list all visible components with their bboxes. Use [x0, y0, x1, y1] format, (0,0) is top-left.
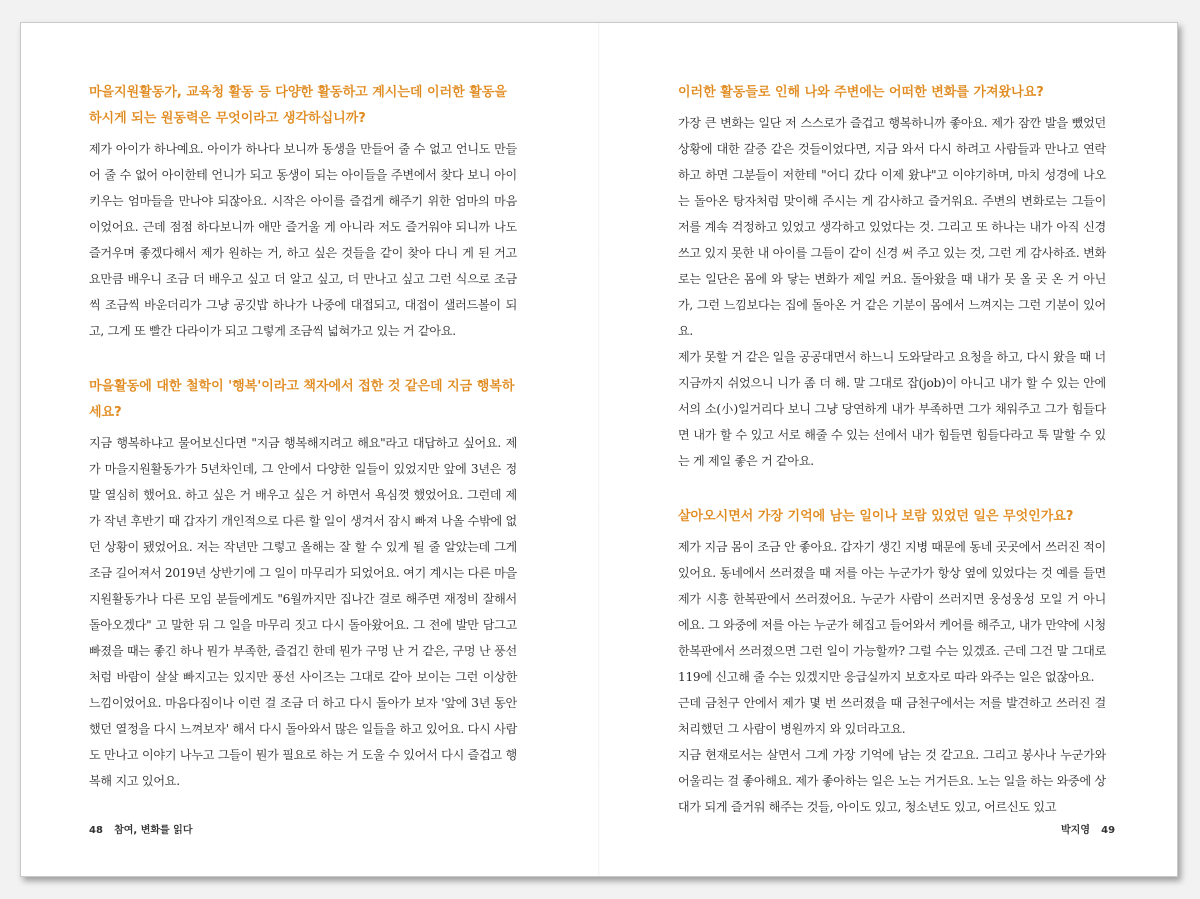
page-number: 48 — [89, 825, 103, 836]
author-name: 박지영 — [1061, 825, 1090, 836]
interview-section — [678, 80, 1106, 474]
question-heading: 이러한 활동들로 인해 나와 주변에는 어떠한 변화를 가져왔나요? — [678, 85, 1044, 100]
interview-section — [678, 504, 1106, 820]
interview-section — [89, 374, 517, 794]
left-page-footer — [89, 821, 193, 836]
running-title: 참여, 변화를 읽다 — [114, 825, 193, 836]
question-heading: 마을활동에 대한 철학이 '행복'이라고 책자에서 접한 것 같은데 지금 행복하세요? — [89, 379, 515, 420]
question-heading: 마을지원활동가, 교육청 활동 등 다양한 활동하고 계시는데 이러한 활동을 하시게 되는 원동력은 무엇이라고 생각하십니까? — [89, 85, 507, 126]
answer-body — [89, 430, 517, 794]
answer-body — [678, 110, 1106, 474]
answer-paragraph: 제가 못할 거 같은 일을 공공대면서 하느니 도와달라고 요청을 하고, 다시 왔을 때 너 지금까지 쉬었으니 니가 좀 더 해. 말 그대로 잡(job)이 아니고 내가 할 수 있는 안에서의 소(小)일거리다 보니 그냥 당연하게 내가 부족하면 그가 채워주고 그가 힘들다면 내가 할 수 있고 서로 해줄 수 있는 선에서 내가 힘들면 힘들다라고 툭 말할 수 있는 게 제일 좋은 거 같아요. — [678, 350, 1106, 468]
right-page — [678, 80, 1106, 850]
book-spread — [20, 22, 1178, 877]
question-heading: 살아오시면서 가장 기억에 남는 일이나 보람 있었던 일은 무엇인가요? — [678, 509, 1074, 524]
book-gutter — [598, 23, 600, 876]
answer-paragraph: 지금 현재로서는 살면서 그게 가장 기억에 남는 것 같고요. 그리고 봉사나 누군가와 어울리는 걸 좋아해요. 제가 좋아하는 일은 노는 거거든요. 노는 일을 하는 와중에 상대가 되게 즐거워 해주는 것들, 아이도 있고, 청소년도 있고, 어르신도 있고 — [678, 748, 1106, 814]
answer-paragraph: 제가 아이가 하나예요. 아이가 하나다 보니까 동생을 만들어 줄 수 없고 언니도 만들어 줄 수 없어 아이한테 언니가 되고 동생이 되는 아이들을 주변에서 찾다 보니 아이 키우는 엄마들을 만나야 되잖아요. 시작은 아이를 즐겁게 해주기 위한 엄마의 마음이었어요. 근데 점점 하다보니까 애만 즐거울 게 아니라 저도 즐거워야 되니까 나도 즐거우며 좋겠다해서 제가 원하는 거, 하고 싶은 것들을 같이 찾아 다니 게 된 거고 요만큼 배우니 조금 더 배우고 싶고 더 알고 싶고, 더 만나고 싶고 그런 식으로 조금씩 조금씩 바운더리가 그냥 공깃밥 하나가 나중에 대접되고, 대접이 샐러드볼이 되고, 그게 또 빨간 다라이가 되고 그렇게 조금씩 넓혀가고 있는 거 같아요. — [89, 142, 517, 338]
interview-section — [89, 80, 517, 344]
left-page — [89, 80, 517, 824]
right-page-footer — [1061, 821, 1115, 836]
page-number: 49 — [1101, 825, 1116, 836]
answer-paragraph: 가장 큰 변화는 일단 저 스스로가 즐겁고 행복하니까 좋아요. 제가 잠깐 발을 뺐었던 상황에 대한 갈증 같은 것들이었다면, 지금 와서 다시 하려고 사람들과 만나고 연락하고 하면 그분들이 저한테 "어디 갔다 이제 왔냐"고 이야기하며, 마치 성경에 나오는 돌아온 탕자처럼 맞이해 주시는 게 감사하고 즐거워요. 주변의 변화로는 그들이 저를 계속 걱정하고 있었고 생각하고 있었다는 것. 그리고 또 하나는 내가 아직 신경 쓰고 있지 못한 내 아이를 그들이 같이 신경 써 주고 있는 것, 그런 게 감사하죠. 변화로는 일단은 몸에 와 닿는 변화가 제일 커요. 돌아왔을 때 내가 못 올 곳 온 거 아닌가, 그런 느낌보다는 집에 돌아온 거 같은 기분이 몸에서 느껴지는 그런 기분이 있어요. — [678, 116, 1106, 338]
answer-paragraph: 지금 행복하냐고 물어보신다면 "지금 행복해지려고 해요"라고 대답하고 싶어요. 제가 마을지원활동가가 5년차인데, 그 안에서 다양한 일들이 있었지만 앞에 3년은 정말 열심히 했어요. 하고 싶은 거 배우고 싶은 거 하면서 욕심껏 했었어요. 그런데 제가 작년 후반기 때 갑자기 개인적으로 다른 할 일이 생겨서 잠시 빠져 나올 수밖에 없던 상황이 됐었어요. 저는 작년만 그렇고 올해는 잘 할 수 있게 될 줄 알았는데 그게 조금 길어져서 2019년 상반기에 그 일이 마무리가 되었어요. 여기 계시는 다른 마을지원활동가나 다른 모임 분들에게도 "6월까지만 집나간 걸로 해주면 재정비 잘해서 돌아오겠다" 고 말한 뒤 그 일을 마무리 짓고 다시 돌아왔어요. 그 전에 발만 담그고 빠졌을 때는 좋긴 하나 뭔가 부족한, 즐겁긴 한데 뭔가 구멍 난 거 같은, 구멍 난 풍선처럼 바람이 살살 빠지고는 있지만 풍선 사이즈는 그대로 같아 보이는 그런 이상한 느낌이었어요. 마음다짐이나 이런 걸 조금 더 하고 다시 돌아가 보자 '앞에 3년 동안 했던 열정을 다시 느껴보자' 해서 다시 돌아와서 많은 일들을 하고 있어요. 다시 사람도 만나고 이야기 나누고 그들이 뭔가 필요로 하는 거 도울 수 있어서 다시 즐겁고 행복해 지고 있어요. — [89, 436, 517, 788]
answer-body — [89, 136, 517, 344]
answer-body — [678, 534, 1106, 820]
answer-paragraph: 근데 금천구 안에서 제가 몇 번 쓰러졌을 때 금천구에서는 저를 발견하고 쓰러진 걸 처리했던 그 사람이 병원까지 와 있더라고요. — [678, 696, 1106, 736]
answer-paragraph: 제가 지금 몸이 조금 안 좋아요. 갑자기 생긴 지병 때문에 동네 곳곳에서 쓰러진 적이 있어요. 동네에서 쓰러졌을 때 저를 아는 누군가가 항상 옆에 있었다는 것 예를 들면 제가 시흥 한복판에서 쓰러졌어요. 누군가 사람이 쓰러지면 웅성웅성 모일 거 아니에요. 그 와중에 저를 아는 누군가 헤집고 들어와서 케어를 해주고, 내가 만약에 시청 한복판에서 쓰러졌으면 그런 일이 가능할까? 그럴 수는 있겠죠. 근데 그건 말 그대로 119에 신고해 줄 수는 있겠지만 응급실까지 보호자로 따라 와주는 일은 없잖아요. — [678, 540, 1106, 684]
